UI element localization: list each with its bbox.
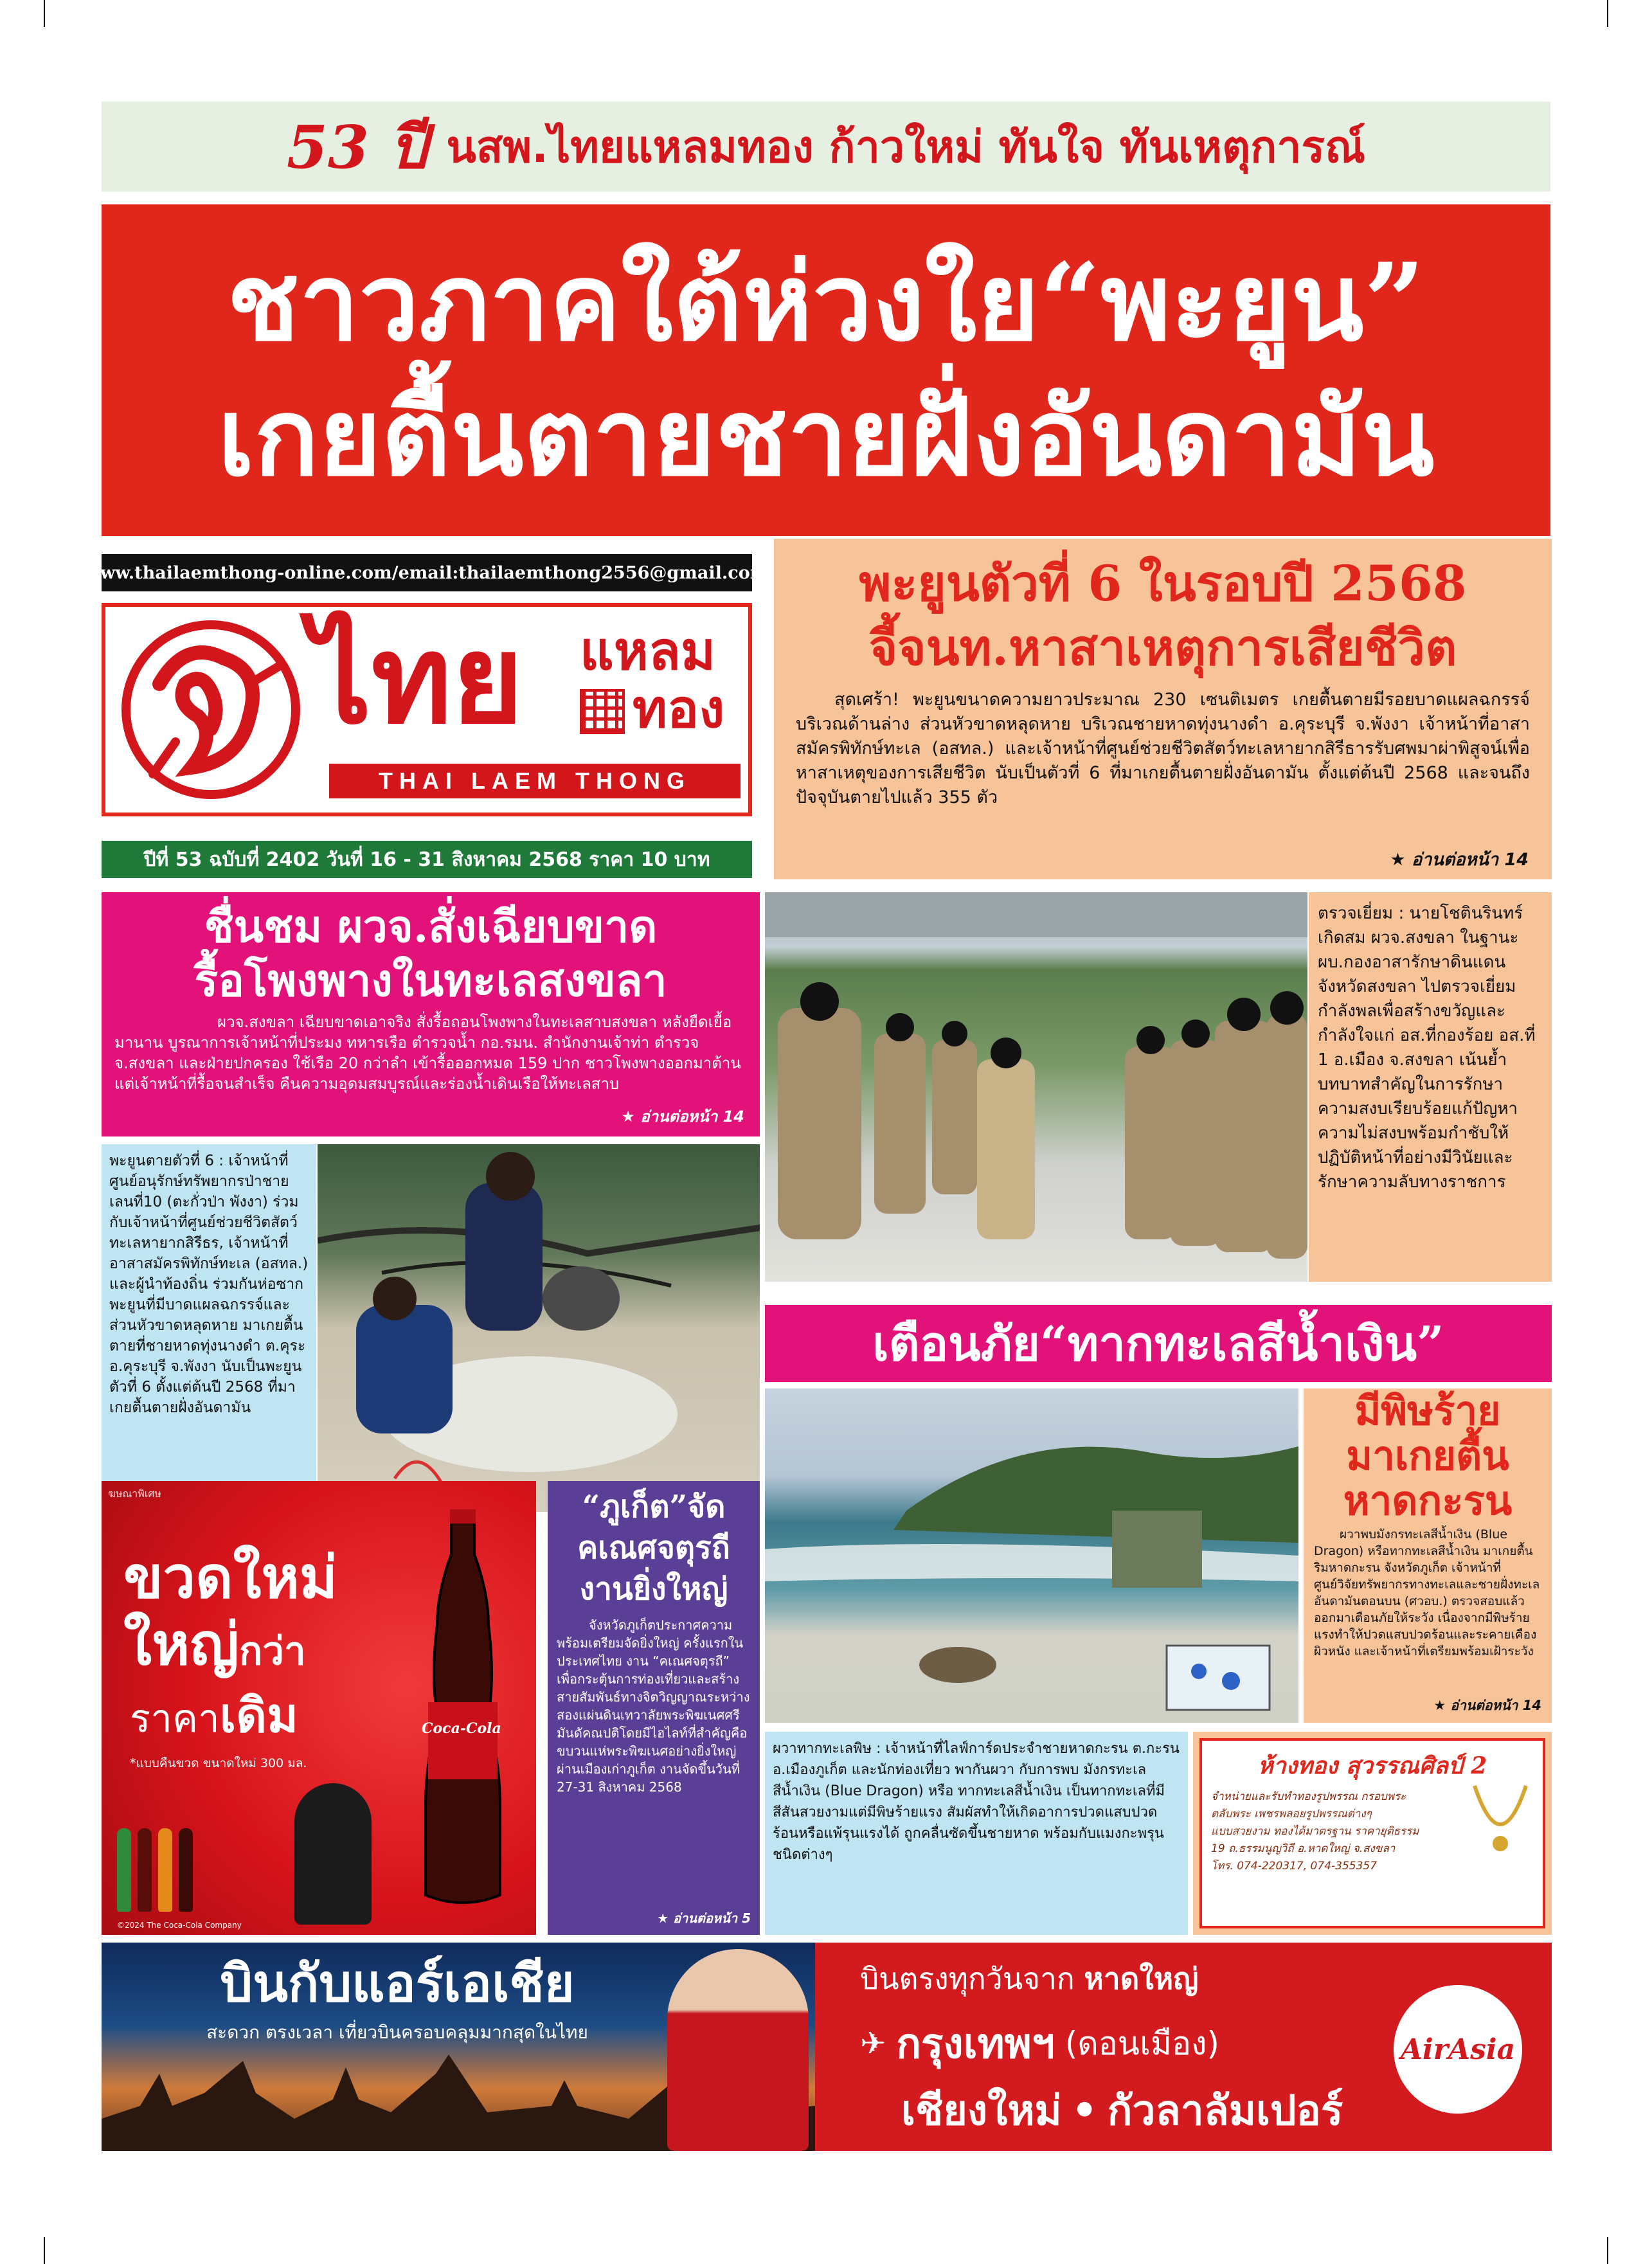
airasia-dest-2: เชียงใหม่ — [901, 2087, 1062, 2135]
contact-text[interactable]: www.thailaemthong-online.com/email:thailaemthong2556@gmail.com — [85, 562, 769, 583]
karon-beach-photo — [765, 1388, 1298, 1723]
airasia-dest-3: กัวลาลัมเปอร์ — [1107, 2087, 1343, 2135]
airasia-dest-row-1 — [860, 2011, 1219, 2076]
inspection-caption: ตรวจเยี่ยม : นายโชตินรินทร์ เกิดสม ผวจ.สงขลา ในฐานะ ผบ.กองอาสารักษาดินแดน จังหวัดสงขลา ไปตรวจเยี่ยมกำลังพลเพื่อสร้างขวัญและกำลังใจแก่ อส.ที่กองร้อย อส.ที่ 1 อ.เมือง จ.สงขลา เน้นย้ำบทบาทสำคัญในการรักษาความสงบเรียบร้อยแก้ปัญหาความไม่สงบพร้อมกำชับให้ปฏิบัติหน้าที่อย่างมีวินัยและรักษาความลับทางราชการ — [1318, 904, 1536, 1192]
gold-shop-line-1: จำหน่ายและรับทำทองรูปพรรณ กรอบพระ — [1211, 1790, 1406, 1803]
coke-headline-1: ขวดใหม่ — [123, 1544, 338, 1612]
airasia-left-panel — [102, 1943, 815, 2151]
jellyfish-title-3: หาดกะรน — [1343, 1477, 1513, 1524]
coke-headline-3a: ราคา — [130, 1696, 220, 1741]
coke-copyright: ©2024 The Coca-Cola Company — [117, 1921, 242, 1930]
dragon-emblem-icon — [114, 613, 307, 806]
coke-headline-2a: ใหญ่ — [123, 1611, 239, 1678]
coke-headline-2b: กว่า — [238, 1629, 306, 1674]
dugong-read-more[interactable]: ★ อ่านต่อหน้า 14 — [1390, 850, 1529, 870]
logo-thai-top: แหลม — [580, 621, 716, 682]
jellyfish-title-2: มาเกยตื้น — [1346, 1432, 1509, 1479]
contact-bar[interactable] — [85, 554, 769, 591]
headline-line-1: ชาวภาคใต้ห่วงใย“พะยูน” — [227, 240, 1425, 365]
coke-mini-bottles — [117, 1828, 193, 1912]
jellyfish-banner-text: เตือนภัย“ทากทะเลสีน้ำเงิน” — [872, 1316, 1444, 1372]
coke-bottle-brand: Coca-Cola — [422, 1720, 501, 1737]
songkhla-read-more[interactable]: ★ อ่านต่อหน้า 14 — [621, 1108, 744, 1126]
inspection-photo-scene — [765, 892, 1307, 1282]
coke-ad-tag: ฆษณาพิเศษ — [108, 1487, 161, 1500]
gold-shop-phone[interactable]: โทร. 074-220317, 074-355357 — [1211, 1860, 1378, 1873]
coke-ad[interactable] — [102, 1481, 536, 1935]
jellyfish-caption-box — [765, 1732, 1188, 1935]
airasia-model — [667, 1949, 809, 2151]
logo-thai-bottom: ทอง — [633, 679, 725, 740]
airasia-dest-1-note: (ดอนเมือง) — [1064, 2024, 1219, 2062]
phuket-title-2: คเณศจตุรถี — [577, 1530, 730, 1566]
crop-mark-bottom-right — [1607, 2237, 1608, 2264]
jellyfish-read-more[interactable]: ★ อ่านต่อหน้า 14 — [1433, 1698, 1541, 1713]
jellyfish-banner — [765, 1305, 1552, 1382]
airasia-logo-text: AirAsia — [1400, 2033, 1516, 2066]
phuket-read-more[interactable]: ★ อ่านต่อหน้า 5 — [657, 1910, 751, 1926]
crop-mark-top-right — [1607, 0, 1608, 27]
gold-shop-name: ห้างทอง สุวรรณศิลป์ 2 — [1257, 1752, 1487, 1779]
dugong-photo-scene — [318, 1144, 760, 1512]
issue-bar — [102, 841, 752, 878]
jellyfish-title-1: มีพิษร้าย — [1354, 1387, 1501, 1434]
songkhla-title-1: ชื่นชม ผวจ.สั่งเฉียบขาด — [204, 901, 658, 953]
top-banner — [102, 102, 1550, 192]
airasia-bullet: • — [1071, 2087, 1098, 2135]
mini-bottle-dark — [179, 1828, 193, 1912]
inspection-photo — [765, 892, 1307, 1282]
banner-slogan: นสพ.ไทยแหลมทอง ก้าวใหม่ ทันใจ ทันเหตุการณ์ — [446, 122, 1366, 173]
jellyfish-body: ผวาพบมังกรทะเลสีน้ำเงิน (Blue Dragon) หรือทากทะเลสีน้ำเงิน มาเกยตื้นริมหาดกะรน จังหวัดภูเก็ต เจ้าหน้าที่ศูนย์วิจัยทรัพยากรทางทะเลและชายฝั่งทะเลอันดามันตอนบน (ศวอบ.) ตรวจสอบแล้วออกมาเตือนภัยให้ระวัง เนื่องจากมีพิษร้ายแรงทำให้ปวดแสบปวดร้อนและระคายเคืองผิวหนัง และเจ้าหน้าที่เตรียมพร้อมเฝ้าระวัง — [1314, 1527, 1540, 1658]
dugong-caption-box — [102, 1144, 316, 1512]
coke-footnote: *แบบคืนขวด ขนาดใหม่ 300 มล. — [130, 1756, 307, 1770]
coke-headline-3 — [130, 1687, 298, 1757]
dugong-photo — [318, 1144, 760, 1512]
logo-thai-main: ไทย — [310, 609, 524, 751]
gold-shop-line-2: ตลับพระ เพชรพลอยรูปพรรณต่างๆ — [1211, 1808, 1372, 1820]
banner-years: 53 ปี — [286, 112, 427, 182]
phuket-title-1: “ภูเก็ต”จัด — [582, 1489, 726, 1525]
inspection-caption-box — [1309, 892, 1552, 1282]
songkhla-title-2: รื้อโพงพางในทะเลสงขลา — [194, 955, 667, 1007]
karon-beach-scene — [765, 1388, 1298, 1723]
airasia-dest-row-2 — [901, 2078, 1343, 2143]
issue-info: ปีที่ 53 ฉบับที่ 2402 วันที่ 16 - 31 สิงหาคม 2568 ราคา 10 บาท — [143, 848, 710, 871]
gold-shop-line-3: แบบสวยงาม ทองได้มาตรฐาน ราคายุติธรรม — [1211, 1825, 1419, 1838]
coke-headline-3b: เดิม — [219, 1688, 298, 1743]
mini-bottle-red — [138, 1828, 152, 1912]
phuket-body: จังหวัดภูเก็ตประกาศความพร้อมเตรียมจัดยิ่งใหญ่ ครั้งแรกในประเทศไทย งาน “คเณศจตุรถี” เพื่อกระตุ้นการท่องเที่ยวและสร้างสายสัมพันธ์ทางจิตวิญญาณระหว่างสองแผ่นดินเทวาลัยพระพิฆเนศศรีมันดัคณปติโดยมีไฮไลท์ที่สำคัญคือขบวนแห่พระพิฆเนศอย่างยิ่งใหญ่ผ่านเมืองเก่าภูเก็ต งานจัดขึ้นวันที่ 27-31 สิงหาคม 2568 — [557, 1617, 750, 1795]
headline-line-2: เกยตื้นตายชายฝั่งอันดามัน — [217, 375, 1435, 500]
airasia-ad[interactable] — [102, 1943, 1552, 2151]
airasia-logo[interactable] — [1394, 1985, 1522, 2114]
mini-bottle-green — [117, 1828, 131, 1912]
main-headline — [102, 204, 1550, 536]
dugong-story — [774, 539, 1552, 879]
airasia-tagline: สะดวก ตรงเวลา เที่ยวบินครอบคลุมมากสุดในไทย — [206, 2022, 588, 2043]
dugong-title-1: พะยูนตัวที่ 6 ในรอบปี 2568 — [859, 555, 1467, 612]
jellyfish-story — [1304, 1388, 1552, 1723]
airasia-from-city: หาดใหญ่ — [1084, 1961, 1199, 1996]
airasia-from — [860, 1955, 1198, 2002]
phuket-story — [548, 1481, 760, 1935]
dugong-body: สุดเศร้า! พะยูนขนาดความยาวประมาณ 230 เซนติเมตร เกยตื้นตายมีรอยบาดแผลฉกรรจ์บริเวณด้านล่าง ส่วนหัวขาดหลุดหาย บริเวณชายหาดทุ่งนางดำ อ.คุระบุรี จ.พังงา เจ้าหน้าที่อาสาสมัครพิทักษ์ทะเล (อสทล.) และเจ้าหน้าที่ศูนย์ช่วยชีวิตสัตว์ทะเลหายากสิรีธารรับศพมาผ่าพิสูจน์เพื่อหาสาเหตุของการเสียชีวิต นับเป็นตัวที่ 6 ที่มาเกยตื้นตายฝั่งอันดามัน ตั้งแต่ต้นปี 2568 และจนถึงปัจจุบันตายไปแล้ว 355 ตัว — [796, 690, 1530, 807]
logo-english: THAI LAEM THONG — [379, 768, 691, 794]
jellyfish-caption: ผวาทากทะเลพิษ : เจ้าหน้าที่ไลฟ์การ์ดประจำชายหาดกะรน ต.กะรน อ.เมืองภูเก็ต และนักท่องเที่ยว พากันผวา กับการพบ มังกรทะเลสีน้ำเงิน (Blue Dragon) หรือ ทากทะเลสีน้ำเงิน เป็นทากทะเลที่มีสีสันสวยงามแต่มีพิษร้ายแรง สัมผัสทำให้เกิดอาการปวดแสบปวดร้อนหรือแพ้รุนแรงได้ ถูกคลื่นซัดขึ้นชายหาด พร้อมกับแมงกะพรุนชนิดต่างๆ — [773, 1741, 1180, 1863]
logo-english-bar — [329, 764, 741, 798]
airasia-from-label: บินตรงทุกวันจาก — [860, 1961, 1075, 1996]
dugong-title-2: จี้จนท.หาสาเหตุการเสียชีวิต — [868, 619, 1457, 676]
airasia-dest-1: กรุงเทพฯ — [896, 2020, 1055, 2068]
gold-shop-address: 19 ถ.ธรรมนูญวิถี อ.หาดใหญ่ จ.สงขลา — [1211, 1842, 1396, 1855]
masthead-logo — [102, 603, 752, 816]
songkhla-story — [102, 892, 760, 1136]
coke-headline-2 — [123, 1610, 306, 1696]
mini-bottle-orange — [158, 1828, 172, 1912]
phuket-title-3: งานยิ่งใหญ่ — [579, 1571, 728, 1607]
plane-icon: ✈ — [860, 2026, 886, 2062]
crop-mark-bottom-left — [44, 2237, 45, 2264]
gold-necklace-icon — [1462, 1773, 1539, 1876]
crop-mark-top-left — [44, 0, 45, 27]
gold-shop-ad[interactable] — [1193, 1732, 1552, 1935]
dugong-caption: พะยูนตายตัวที่ 6 : เจ้าหน้าที่ศูนย์อนุรักษ์ทรัพยากรป่าชายเลนที่10 (ตะกั่วป่า พังงา) ร่วมกับเจ้าหน้าที่ศูนย์ช่วยชีวิตสัตว์ทะเลหายากสิรีธร, เจ้าหน้าที่อาสาสมัครพิทักษ์ทะเล (อสทล.) และผู้นำท้องถิ่น ร่วมกันห่อซากพะยูนที่มีบาดแผลฉกรรจ์และส่วนหัวขาดหลุดหาย มาเกยตื้นตายที่ชายหาดทุ่งนางดำ ต.คุระ อ.คุระบุรี จ.พังงา นับเป็นพะยูนตัวที่ 6 ตั้งแต่ต้นปี 2568 ที่มาเกยตื้นตายฝั่งอันดามัน — [109, 1153, 309, 1416]
coke-person-silhouette — [294, 1783, 372, 1925]
airasia-headline: บินกับแอร์เอเชีย — [220, 1954, 575, 2013]
songkhla-body: ผวจ.สงขลา เฉียบขาดเอาจริง สั่งรื้อถอนโพงพางในทะเลสาบสงขลา หลังยืดเยื้อมานาน บูรณาการเจ้าหน้าที่ประมง ทหารเรือ ตำรวจน้ำ กอ.รมน. สำนักงานเจ้าท่า ตำรวจ จ.สงขลา และฝ่ายปกครอง ใช้เรือ 20 กว่าลำ เข้ารื้อออกหมด 159 ปาก ชาวโพงพางออกมาต้าน แต่เจ้าหน้าที่รื้อจนสำเร็จ คืนความอุดมสมบูรณ์และร่องน้ำเดินเรือให้ทะเลสาบ — [114, 1013, 741, 1093]
gold-shop-inner — [1199, 1738, 1545, 1928]
coke-bottle-icon — [392, 1509, 534, 1921]
logo-grid-icon — [580, 689, 625, 734]
